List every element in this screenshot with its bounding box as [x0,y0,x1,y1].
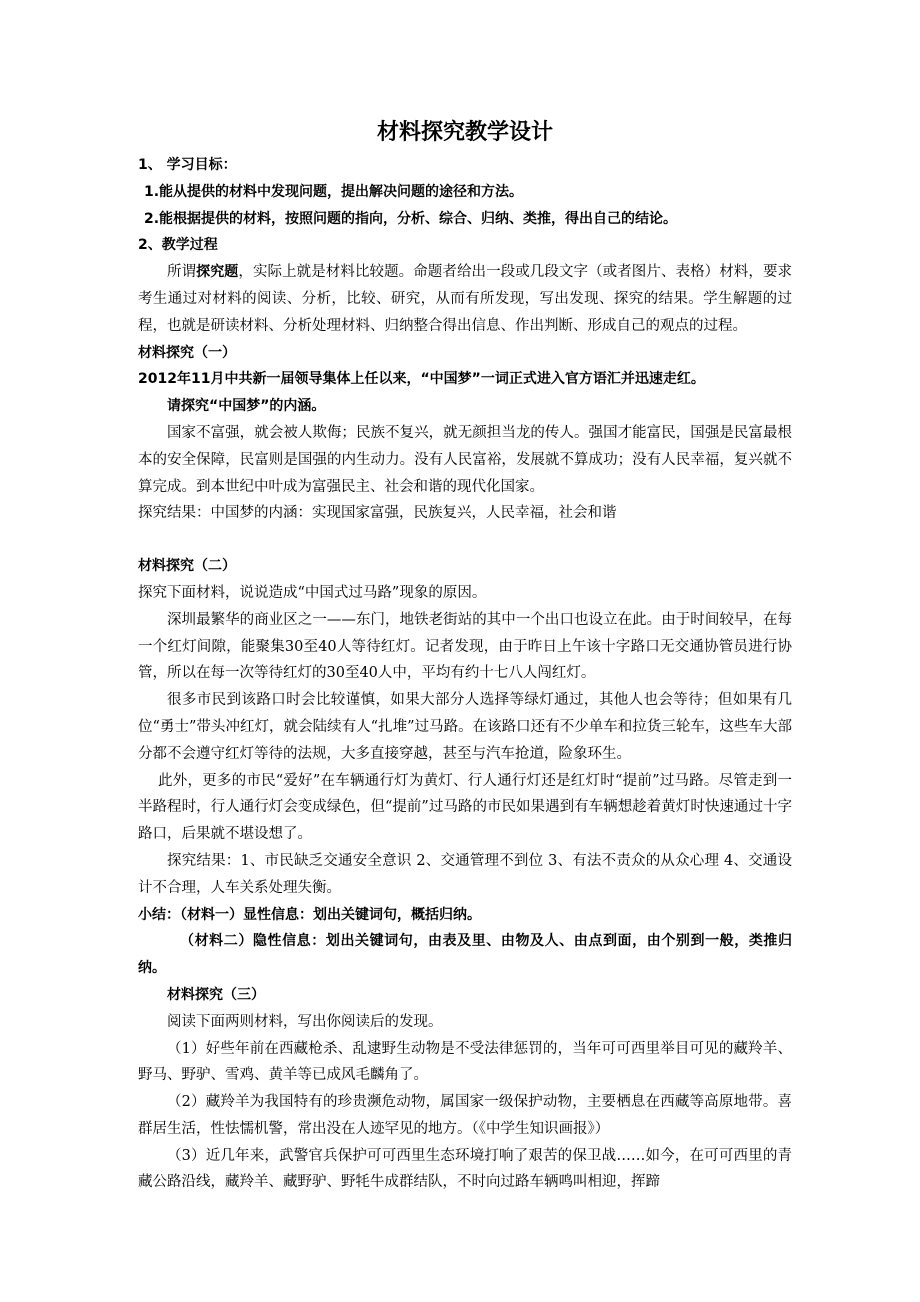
material-3-heading: 材料探究（三） [167,986,265,1003]
material-1-result: 探究结果：中国梦的内涵：实现国家富强，民族复兴，人民幸福，社会和谐 [138,505,617,522]
intro-paragraph [138,259,792,339]
summary-1: 小结：（材料一）显性信息：划出关键词句，概括归纳。 [138,906,481,923]
material-2-heading: 材料探究（二） [138,558,236,575]
section-1-heading: 1、 学习目标： [138,157,237,173]
blank-line [138,527,792,553]
material-2-paragraph-2: 很多市民到该路口时会比较谨慎，如果大部分人选择等绿灯通过，其他人也会等待；但如果有几位“勇士”带头冲红灯，就会陆续有人“扎堆”过马路。在该路口还有不少单车和拉货三轮车，这些车大部分都不会遵守红灯等待的法规，大多直接穿越，甚至与汽车抢道，险象环生。 [138,692,792,762]
material-1-text: 国家不富强，就会被人欺侮；民族不复兴，就无颜担当龙的传人。强国才能富民，国强是民富最根本的安全保障，民富则是国强的内生动力。没有人民富裕，发展就不算成功；没有人民幸福，复兴就不算完成。到本世纪中叶成为富强民主、社会和谐的现代化国家。 [138,424,792,495]
goal-2: 2.能根据提供的材料，按照问题的指向，分析、综合、归纳、类推，得出自己的结论。 [144,210,678,227]
material-3-paragraph-1: （1）好些年前在西藏枪杀、乱逮野生动物是不受法律惩罚的，当年可可西里举目可见的藏羚羊、野马、野驴、雪鸡、黄羊等已成风毛麟角了。 [138,1040,792,1084]
material-3-question: 阅读下面两则材料，写出你阅读后的发现。 [167,1013,443,1030]
summary-2: （材料二）隐性信息：划出关键词句，由表及里、由物及人、由点到面，由个别到一般，类推归纳。 [138,933,792,977]
goal-1: 1.能从提供的材料中发现问题，提出解决问题的途径和方法。 [144,183,524,200]
material-2-paragraph-1: 深圳最繁华的商业区之一——东门，地铁老街站的其中一个出口也设立在此。由于时间较早，在每一个红灯间隙，能聚集30至40人等待红灯。记者发现，由于昨日上午该十字路口无交通协管员进行协管，所以在每一次等待红灯的30至40人中，平均有约十七八人闯红灯。 [138,611,792,682]
material-1-question: 请探究“中国梦”的内涵。 [167,398,326,415]
material-3-paragraph-3: （3）近几年来，武警官兵保护可可西里生态环境打响了艰苦的保卫战……如今，在可可西里的青藏公路沿线，藏羚羊、藏野驴、野牦牛成群结队，不时向过路车辆鸣叫相迎，挥蹄 [138,1147,792,1191]
section-2-heading: 2、教学过程 [138,237,218,254]
intro-post: ，实际上就是材料比较题。命题者给出一段或几段文字（或者图片、表格）材料，要求考生通过对材料的阅读、分析，比较、研究，从而有所发现，写出发现、探究的结果。学生解题的过程，也就是研读材料、分析处理材料、归纳整合得出信息、作出判断、形成自己的观点的过程。 [138,264,793,334]
document-body [138,118,792,1196]
document-title: 材料探究教学设计 [376,120,553,145]
intro-bold-term: 探究题 [196,264,239,281]
material-2-result: 探究结果：1、市民缺乏交通安全意识 2、交通管理不到位 3、有法不责众的从众心理 4、交通设计不合理，人车关系处理失衡。 [138,852,792,896]
material-2-question: 探究下面材料，说说造成“中国式过马路”现象的原因。 [138,584,487,601]
intro-pre: 所谓 [167,264,197,281]
material-2-paragraph-3: 此外，更多的市民“爱好”在车辆通行灯为黄灯、行人通行灯还是红灯时“提前”过马路。尽管走到一半路程时，行人通行灯会变成绿色，但“提前”过马路的市民如果遇到有车辆想趁着黄灯时快速通过十字路口，后果就不堪设想了。 [138,772,792,843]
material-1-heading: 材料探究（一） [138,344,236,361]
material-1-lead: 2012年11月中共新一届领导集体上任以来，“中国梦”一词正式进入官方语汇并迅速走红。 [138,371,705,388]
material-3-paragraph-2: （2）藏羚羊为我国特有的珍贵濒危动物，属国家一级保护动物，主要栖息在西藏等高原地带。喜群居生活，性怯懦机警，常出没在人迹罕见的地方。（《中学生知识画报》） [138,1094,792,1137]
